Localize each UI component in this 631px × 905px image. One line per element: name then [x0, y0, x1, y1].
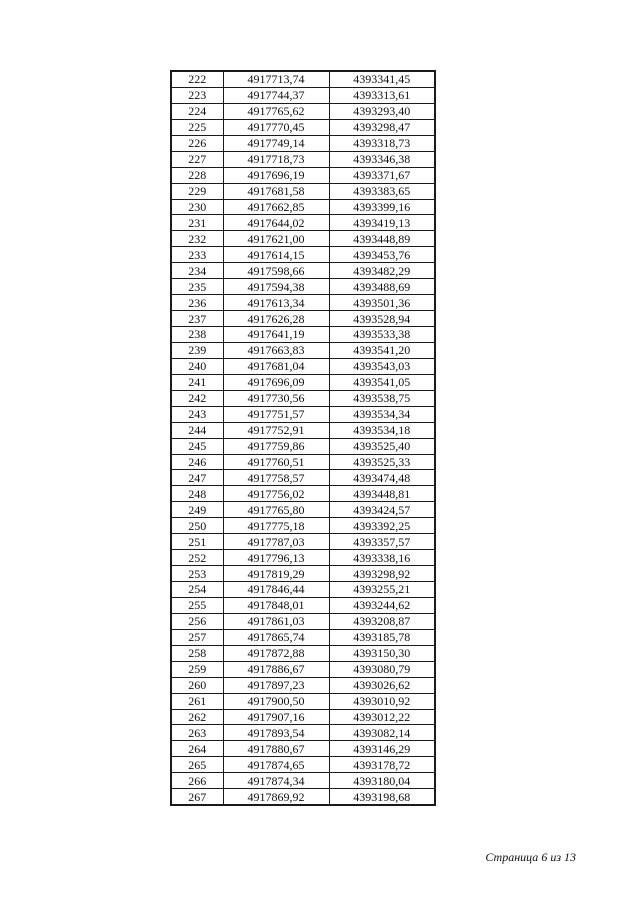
x-coordinate-cell: 4917848,01: [223, 597, 329, 613]
x-coordinate-cell: 4917900,50: [223, 693, 329, 709]
table-row: [171, 534, 435, 550]
page-of: из: [550, 850, 561, 864]
point-number-cell: 234: [171, 263, 223, 279]
table-row: [171, 279, 435, 295]
coordinates-table-body: [171, 71, 435, 805]
point-number-cell: 251: [171, 534, 223, 550]
table-row: [171, 183, 435, 199]
table-row: [171, 773, 435, 789]
x-coordinate-cell: 4917758,57: [223, 470, 329, 486]
y-coordinate-cell: 4393371,67: [329, 167, 435, 183]
point-number-cell: 265: [171, 757, 223, 773]
x-coordinate-cell: 4917861,03: [223, 613, 329, 629]
page-word: Страница: [485, 850, 539, 864]
x-coordinate-cell: 4917641,19: [223, 327, 329, 343]
table-row: [171, 311, 435, 327]
point-number-cell: 258: [171, 645, 223, 661]
y-coordinate-cell: 4393346,38: [329, 151, 435, 167]
x-coordinate-cell: 4917681,58: [223, 183, 329, 199]
y-coordinate-cell: 4393533,38: [329, 327, 435, 343]
point-number-cell: 239: [171, 342, 223, 358]
y-coordinate-cell: 4393538,75: [329, 390, 435, 406]
x-coordinate-cell: 4917760,51: [223, 454, 329, 470]
point-number-cell: 264: [171, 741, 223, 757]
x-coordinate-cell: 4917759,86: [223, 438, 329, 454]
table-row: [171, 470, 435, 486]
point-number-cell: 231: [171, 215, 223, 231]
table-row: [171, 566, 435, 582]
x-coordinate-cell: 4917663,83: [223, 342, 329, 358]
y-coordinate-cell: 4393399,16: [329, 199, 435, 215]
x-coordinate-cell: 4917869,92: [223, 789, 329, 805]
table-row: [171, 167, 435, 183]
point-number-cell: 246: [171, 454, 223, 470]
x-coordinate-cell: 4917621,00: [223, 231, 329, 247]
x-coordinate-cell: 4917874,34: [223, 773, 329, 789]
y-coordinate-cell: 4393482,29: [329, 263, 435, 279]
table-row: [171, 709, 435, 725]
table-row: [171, 741, 435, 757]
y-coordinate-cell: 4393313,61: [329, 87, 435, 103]
x-coordinate-cell: 4917796,13: [223, 550, 329, 566]
table-row: [171, 550, 435, 566]
table-row: [171, 231, 435, 247]
table-row: [171, 757, 435, 773]
y-coordinate-cell: 4393419,13: [329, 215, 435, 231]
x-coordinate-cell: 4917696,09: [223, 374, 329, 390]
y-coordinate-cell: 4393082,14: [329, 725, 435, 741]
x-coordinate-cell: 4917681,04: [223, 358, 329, 374]
table-row: [171, 263, 435, 279]
y-coordinate-cell: 4393525,40: [329, 438, 435, 454]
table-row: [171, 374, 435, 390]
table-row: [171, 358, 435, 374]
point-number-cell: 228: [171, 167, 223, 183]
x-coordinate-cell: 4917598,66: [223, 263, 329, 279]
x-coordinate-cell: 4917874,65: [223, 757, 329, 773]
x-coordinate-cell: 4917770,45: [223, 119, 329, 135]
point-number-cell: 242: [171, 390, 223, 406]
y-coordinate-cell: 4393146,29: [329, 741, 435, 757]
x-coordinate-cell: 4917819,29: [223, 566, 329, 582]
point-number-cell: 237: [171, 311, 223, 327]
point-number-cell: 225: [171, 119, 223, 135]
y-coordinate-cell: 4393424,57: [329, 502, 435, 518]
y-coordinate-cell: 4393080,79: [329, 661, 435, 677]
point-number-cell: 248: [171, 486, 223, 502]
table-row: [171, 327, 435, 343]
y-coordinate-cell: 4393543,03: [329, 358, 435, 374]
point-number-cell: 241: [171, 374, 223, 390]
point-number-cell: 240: [171, 358, 223, 374]
table-row: [171, 103, 435, 119]
table-row: [171, 677, 435, 693]
y-coordinate-cell: 4393541,05: [329, 374, 435, 390]
point-number-cell: 223: [171, 87, 223, 103]
x-coordinate-cell: 4917756,02: [223, 486, 329, 502]
point-number-cell: 267: [171, 789, 223, 805]
y-coordinate-cell: 4393448,89: [329, 231, 435, 247]
x-coordinate-cell: 4917713,74: [223, 71, 329, 87]
y-coordinate-cell: 4393534,18: [329, 422, 435, 438]
y-coordinate-cell: 4393488,69: [329, 279, 435, 295]
point-number-cell: 233: [171, 247, 223, 263]
x-coordinate-cell: 4917749,14: [223, 135, 329, 151]
table-row: [171, 518, 435, 534]
x-coordinate-cell: 4917626,28: [223, 311, 329, 327]
point-number-cell: 235: [171, 279, 223, 295]
table-row: [171, 502, 435, 518]
table-row: [171, 247, 435, 263]
table-row: [171, 215, 435, 231]
table-row: [171, 613, 435, 629]
point-number-cell: 238: [171, 327, 223, 343]
y-coordinate-cell: 4393026,62: [329, 677, 435, 693]
point-number-cell: 262: [171, 709, 223, 725]
page-total: 13: [564, 850, 576, 864]
table-row: [171, 151, 435, 167]
y-coordinate-cell: 4393383,65: [329, 183, 435, 199]
y-coordinate-cell: 4393244,62: [329, 597, 435, 613]
point-number-cell: 226: [171, 135, 223, 151]
table-row: [171, 438, 435, 454]
table-row: [171, 71, 435, 87]
x-coordinate-cell: 4917614,15: [223, 247, 329, 263]
x-coordinate-cell: 4917718,73: [223, 151, 329, 167]
point-number-cell: 227: [171, 151, 223, 167]
table-row: [171, 486, 435, 502]
y-coordinate-cell: 4393341,45: [329, 71, 435, 87]
point-number-cell: 263: [171, 725, 223, 741]
point-number-cell: 256: [171, 613, 223, 629]
y-coordinate-cell: 4393298,92: [329, 566, 435, 582]
point-number-cell: 253: [171, 566, 223, 582]
table-row: [171, 422, 435, 438]
point-number-cell: 222: [171, 71, 223, 87]
x-coordinate-cell: 4917613,34: [223, 295, 329, 311]
point-number-cell: 261: [171, 693, 223, 709]
point-number-cell: 229: [171, 183, 223, 199]
y-coordinate-cell: 4393293,40: [329, 103, 435, 119]
point-number-cell: 254: [171, 582, 223, 598]
point-number-cell: 232: [171, 231, 223, 247]
x-coordinate-cell: 4917730,56: [223, 390, 329, 406]
point-number-cell: 224: [171, 103, 223, 119]
table-row: [171, 789, 435, 805]
x-coordinate-cell: 4917907,16: [223, 709, 329, 725]
point-number-cell: 259: [171, 661, 223, 677]
point-number-cell: 243: [171, 406, 223, 422]
point-number-cell: 252: [171, 550, 223, 566]
y-coordinate-cell: 4393150,30: [329, 645, 435, 661]
x-coordinate-cell: 4917594,38: [223, 279, 329, 295]
table-row: [171, 454, 435, 470]
table-row: [171, 135, 435, 151]
point-number-cell: 245: [171, 438, 223, 454]
x-coordinate-cell: 4917662,85: [223, 199, 329, 215]
table-row: [171, 582, 435, 598]
y-coordinate-cell: 4393357,57: [329, 534, 435, 550]
table-row: [171, 87, 435, 103]
y-coordinate-cell: 4393541,20: [329, 342, 435, 358]
y-coordinate-cell: 4393012,22: [329, 709, 435, 725]
x-coordinate-cell: 4917644,02: [223, 215, 329, 231]
table-row: [171, 295, 435, 311]
y-coordinate-cell: 4393448,81: [329, 486, 435, 502]
x-coordinate-cell: 4917752,91: [223, 422, 329, 438]
x-coordinate-cell: 4917751,57: [223, 406, 329, 422]
x-coordinate-cell: 4917880,67: [223, 741, 329, 757]
table-row: [171, 119, 435, 135]
y-coordinate-cell: 4393501,36: [329, 295, 435, 311]
y-coordinate-cell: 4393474,48: [329, 470, 435, 486]
point-number-cell: 230: [171, 199, 223, 215]
y-coordinate-cell: 4393208,87: [329, 613, 435, 629]
table-row: [171, 342, 435, 358]
x-coordinate-cell: 4917865,74: [223, 629, 329, 645]
x-coordinate-cell: 4917765,62: [223, 103, 329, 119]
y-coordinate-cell: 4393338,16: [329, 550, 435, 566]
y-coordinate-cell: 4393525,33: [329, 454, 435, 470]
table-row: [171, 693, 435, 709]
y-coordinate-cell: 4393185,78: [329, 629, 435, 645]
x-coordinate-cell: 4917744,37: [223, 87, 329, 103]
point-number-cell: 244: [171, 422, 223, 438]
point-number-cell: 257: [171, 629, 223, 645]
y-coordinate-cell: 4393180,04: [329, 773, 435, 789]
y-coordinate-cell: 4393298,47: [329, 119, 435, 135]
table-row: [171, 406, 435, 422]
y-coordinate-cell: 4393453,76: [329, 247, 435, 263]
table-row: [171, 597, 435, 613]
table-row: [171, 199, 435, 215]
x-coordinate-cell: 4917787,03: [223, 534, 329, 550]
page-footer: [485, 850, 576, 865]
table-row: [171, 661, 435, 677]
y-coordinate-cell: 4393010,92: [329, 693, 435, 709]
table-row: [171, 645, 435, 661]
y-coordinate-cell: 4393198,68: [329, 789, 435, 805]
x-coordinate-cell: 4917886,67: [223, 661, 329, 677]
table-row: [171, 629, 435, 645]
page-current: 6: [541, 850, 548, 864]
x-coordinate-cell: 4917872,88: [223, 645, 329, 661]
x-coordinate-cell: 4917846,44: [223, 582, 329, 598]
point-number-cell: 250: [171, 518, 223, 534]
table-row: [171, 725, 435, 741]
point-number-cell: 249: [171, 502, 223, 518]
x-coordinate-cell: 4917893,54: [223, 725, 329, 741]
x-coordinate-cell: 4917775,18: [223, 518, 329, 534]
point-number-cell: 247: [171, 470, 223, 486]
y-coordinate-cell: 4393178,72: [329, 757, 435, 773]
y-coordinate-cell: 4393255,21: [329, 582, 435, 598]
point-number-cell: 260: [171, 677, 223, 693]
y-coordinate-cell: 4393392,25: [329, 518, 435, 534]
y-coordinate-cell: 4393534,34: [329, 406, 435, 422]
point-number-cell: 255: [171, 597, 223, 613]
point-number-cell: 266: [171, 773, 223, 789]
y-coordinate-cell: 4393528,94: [329, 311, 435, 327]
point-number-cell: 236: [171, 295, 223, 311]
x-coordinate-cell: 4917696,19: [223, 167, 329, 183]
coordinates-table: [170, 70, 436, 806]
x-coordinate-cell: 4917897,23: [223, 677, 329, 693]
x-coordinate-cell: 4917765,80: [223, 502, 329, 518]
table-row: [171, 390, 435, 406]
y-coordinate-cell: 4393318,73: [329, 135, 435, 151]
